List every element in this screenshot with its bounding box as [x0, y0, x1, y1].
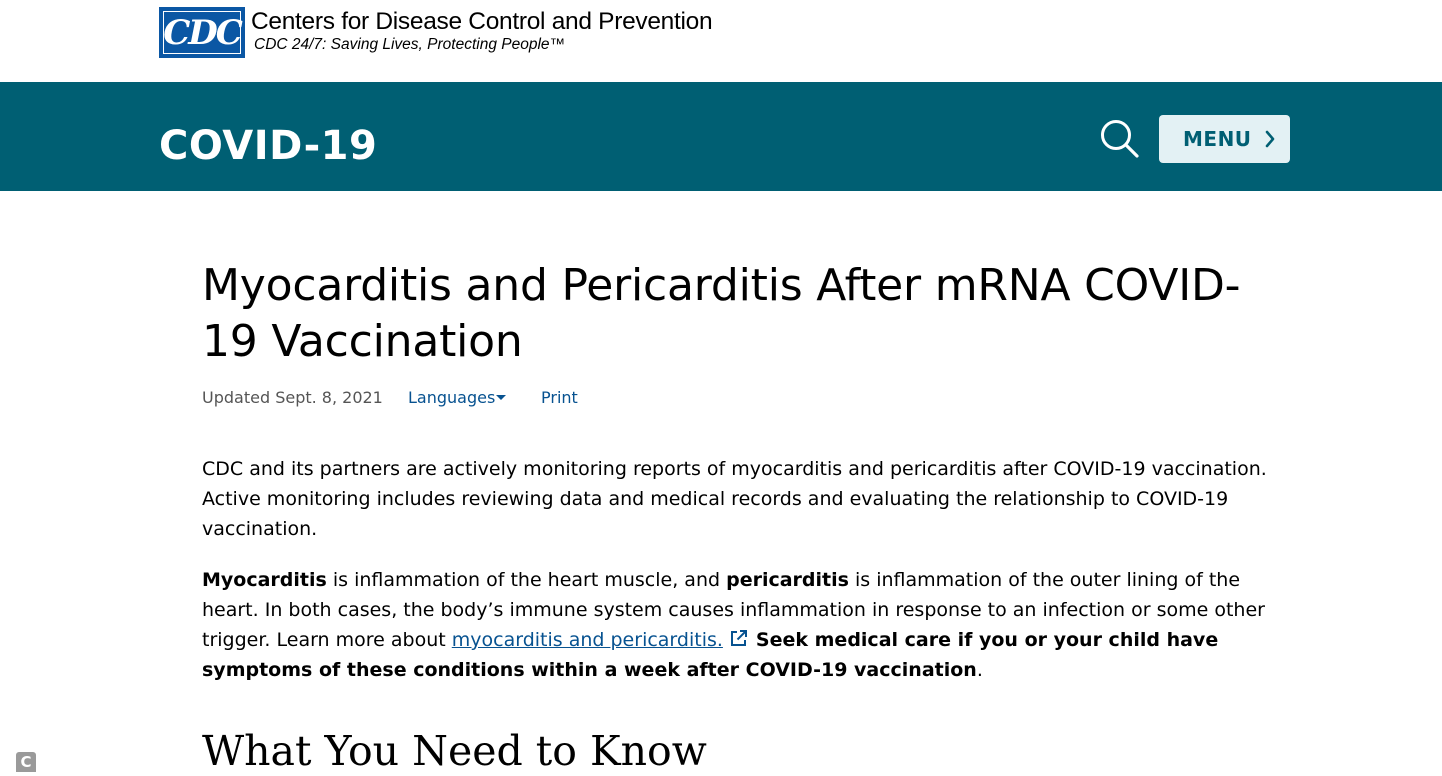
seek-care-warning: Seek medical care if you or your child have symptoms of these conditions within a week after COVID-19 vaccination — [202, 629, 1219, 681]
org-name: Centers for Disease Control and Prevention — [251, 8, 713, 35]
cdc-logo-link[interactable] — [159, 7, 712, 58]
menu-button[interactable] — [1159, 115, 1290, 163]
tagline: CDC 24/7: Saving Lives, Protecting People™ — [254, 36, 566, 53]
print-link[interactable]: Print — [541, 388, 578, 407]
p2-text-2: is inflammation of the outer lining of the heart. In both cases, the body’s immune system causes inflammation in response to an infection or some other trigger. Learn more about — [202, 569, 1265, 651]
search-button[interactable] — [1099, 118, 1141, 160]
caret-down-icon — [496, 395, 506, 400]
updated-date: Updated Sept. 8, 2021 — [202, 388, 383, 407]
chevron-right-icon — [1264, 129, 1276, 149]
search-icon — [1099, 118, 1141, 160]
page-meta — [202, 386, 902, 410]
external-link-icon[interactable] — [729, 629, 748, 648]
top-logo-bar — [0, 0, 1442, 82]
menu-label: MENU — [1183, 127, 1252, 151]
term-pericarditis: pericarditis — [726, 569, 849, 591]
corner-badge-icon[interactable]: C — [16, 752, 36, 772]
site-header — [0, 82, 1442, 191]
cdc-logo-letters: CDC — [163, 12, 241, 53]
section-heading: What You Need to Know — [202, 727, 707, 775]
p2-text-1: is inflammation of the heart muscle, and — [326, 569, 727, 591]
definition-paragraph — [202, 565, 1292, 685]
languages-dropdown[interactable] — [408, 388, 506, 407]
main-content — [202, 258, 1292, 775]
site-title[interactable]: COVID-19 — [159, 123, 378, 169]
p2-end: . — [976, 659, 983, 681]
intro-paragraph: CDC and its partners are actively monitoring reports of myocarditis and pericarditis after COVID-19 vaccination. Active monitoring includes reviewing data and medical records and evaluating the relationship to COVID-19 vaccination. — [202, 458, 1267, 540]
page-title: Myocarditis and Pericarditis After mRNA COVID-19 Vaccination — [202, 260, 1241, 367]
term-myocarditis: Myocarditis — [202, 569, 327, 591]
cdc-logo-icon — [159, 7, 245, 58]
myocarditis-pericarditis-link[interactable]: myocarditis and pericarditis. — [451, 629, 723, 651]
languages-label: Languages — [408, 388, 496, 407]
